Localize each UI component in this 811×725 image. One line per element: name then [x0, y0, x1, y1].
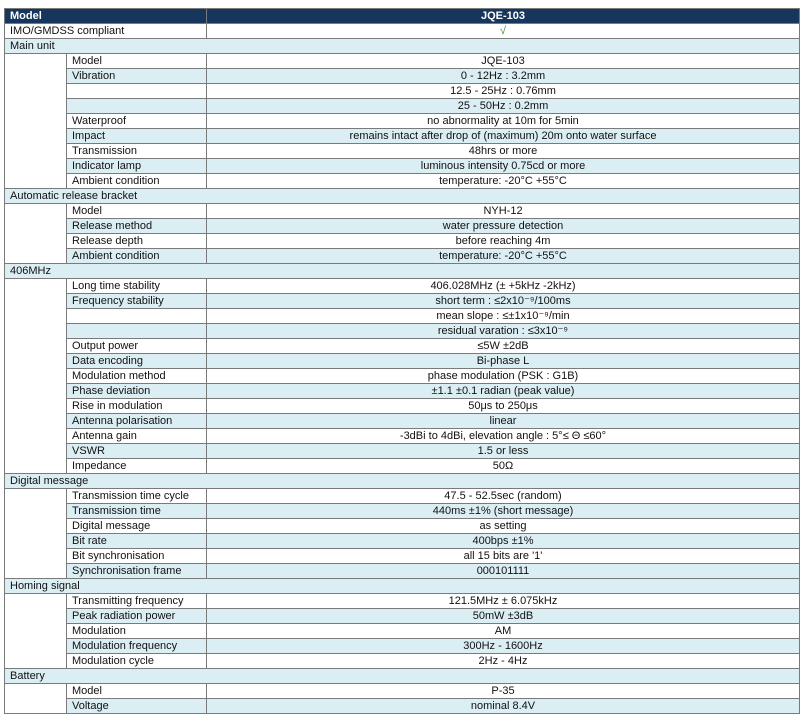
spec-value: mean slope : ≤±1x10⁻⁹/min: [207, 309, 800, 324]
spec-label: Release method: [67, 219, 207, 234]
indent-cell: [5, 444, 67, 459]
spec-value: water pressure detection: [207, 219, 800, 234]
spec-row: [5, 84, 800, 99]
spec-label: Transmission: [67, 144, 207, 159]
spec-row: [5, 279, 800, 294]
spec-value: 2Hz - 4Hz: [207, 654, 800, 669]
spec-row: [5, 594, 800, 609]
section-header: [5, 579, 800, 594]
indent-cell: [5, 549, 67, 564]
section-title: Homing signal: [5, 579, 800, 594]
spec-value: 440ms ±1% (short message): [207, 504, 800, 519]
indent-cell: [5, 249, 67, 264]
spec-label: Indicator lamp: [67, 159, 207, 174]
header-row: [5, 9, 800, 24]
spec-value: phase modulation (PSK : G1B): [207, 369, 800, 384]
spec-row: [5, 609, 800, 624]
spec-label: Peak radiation power: [67, 609, 207, 624]
indent-cell: [5, 234, 67, 249]
indent-cell: [5, 654, 67, 669]
spec-label: Long time stability: [67, 279, 207, 294]
spec-label: Bit synchronisation: [67, 549, 207, 564]
indent-cell: [5, 564, 67, 579]
spec-label: Voltage: [67, 699, 207, 714]
indent-cell: [5, 159, 67, 174]
indent-cell: [5, 279, 67, 294]
indent-cell: [5, 99, 67, 114]
spec-label: Transmission time cycle: [67, 489, 207, 504]
section-title: Digital message: [5, 474, 800, 489]
spec-row: [5, 654, 800, 669]
section-title: 406MHz: [5, 264, 800, 279]
spec-row: [5, 399, 800, 414]
spec-table: [4, 8, 800, 714]
section-header: [5, 669, 800, 684]
spec-value: 000101111: [207, 564, 800, 579]
spec-label: Output power: [67, 339, 207, 354]
header-value: JQE-103: [207, 9, 800, 24]
spec-row: [5, 204, 800, 219]
spec-row: [5, 369, 800, 384]
indent-cell: [5, 534, 67, 549]
spec-row: [5, 69, 800, 84]
spec-row: [5, 384, 800, 399]
indent-cell: [5, 624, 67, 639]
spec-value: no abnormality at 10m for 5min: [207, 114, 800, 129]
spec-label: Phase deviation: [67, 384, 207, 399]
spec-row: [5, 489, 800, 504]
section-header: [5, 474, 800, 489]
indent-cell: [5, 399, 67, 414]
spec-row: [5, 699, 800, 714]
spec-row: [5, 414, 800, 429]
spec-value: Bi-phase L: [207, 354, 800, 369]
spec-value: before reaching 4m: [207, 234, 800, 249]
spec-value: residual varation : ≤3x10⁻⁹: [207, 324, 800, 339]
spec-value: all 15 bits are '1': [207, 549, 800, 564]
spec-row: [5, 174, 800, 189]
indent-cell: [5, 324, 67, 339]
spec-row: [5, 519, 800, 534]
spec-label: Modulation method: [67, 369, 207, 384]
spec-label: [67, 84, 207, 99]
spec-label: [67, 324, 207, 339]
indent-cell: [5, 369, 67, 384]
spec-label: Antenna polarisation: [67, 414, 207, 429]
spec-row: [5, 294, 800, 309]
spec-value: 48hrs or more: [207, 144, 800, 159]
spec-label: Waterproof: [67, 114, 207, 129]
spec-value: luminous intensity 0.75cd or more: [207, 159, 800, 174]
spec-label: Model: [67, 204, 207, 219]
spec-value: temperature: -20°C +55°C: [207, 249, 800, 264]
indent-cell: [5, 129, 67, 144]
section-header: [5, 189, 800, 204]
indent-cell: [5, 294, 67, 309]
spec-label: Modulation cycle: [67, 654, 207, 669]
indent-cell: [5, 309, 67, 324]
spec-row: [5, 459, 800, 474]
spec-label: Ambient condition: [67, 174, 207, 189]
spec-value: 121.5MHz ± 6.075kHz: [207, 594, 800, 609]
spec-value: nominal 8.4V: [207, 699, 800, 714]
spec-row: [5, 54, 800, 69]
indent-cell: [5, 429, 67, 444]
checkmark-icon: √: [207, 24, 800, 39]
spec-label: [67, 309, 207, 324]
spec-value: P-35: [207, 684, 800, 699]
indent-cell: [5, 69, 67, 84]
spec-label: Modulation: [67, 624, 207, 639]
spec-row: [5, 684, 800, 699]
indent-cell: [5, 459, 67, 474]
spec-row: [5, 99, 800, 114]
indent-cell: [5, 384, 67, 399]
indent-cell: [5, 144, 67, 159]
indent-cell: [5, 174, 67, 189]
spec-value: 300Hz - 1600Hz: [207, 639, 800, 654]
indent-cell: [5, 414, 67, 429]
indent-cell: [5, 219, 67, 234]
indent-cell: [5, 339, 67, 354]
spec-row: [5, 249, 800, 264]
spec-row: [5, 129, 800, 144]
spec-row: [5, 429, 800, 444]
spec-label: Impedance: [67, 459, 207, 474]
spec-value: 50Ω: [207, 459, 800, 474]
indent-cell: [5, 489, 67, 504]
indent-cell: [5, 519, 67, 534]
spec-row: [5, 114, 800, 129]
spec-value: 0 - 12Hz : 3.2mm: [207, 69, 800, 84]
spec-label: Antenna gain: [67, 429, 207, 444]
spec-value: as setting: [207, 519, 800, 534]
compliance-label: IMO/GMDSS compliant: [5, 24, 207, 39]
spec-value: 25 - 50Hz : 0.2mm: [207, 99, 800, 114]
spec-row: [5, 504, 800, 519]
section-title: Battery: [5, 669, 800, 684]
spec-value: 47.5 - 52.5sec (random): [207, 489, 800, 504]
indent-cell: [5, 204, 67, 219]
compliance-row: [5, 24, 800, 39]
indent-cell: [5, 354, 67, 369]
spec-value: ≤5W ±2dB: [207, 339, 800, 354]
spec-value: linear: [207, 414, 800, 429]
spec-value: 50mW ±3dB: [207, 609, 800, 624]
spec-row: [5, 219, 800, 234]
section-title: Automatic release bracket: [5, 189, 800, 204]
spec-row: [5, 564, 800, 579]
spec-label: [67, 99, 207, 114]
spec-row: [5, 234, 800, 249]
spec-value: remains intact after drop of (maximum) 20m onto water surface: [207, 129, 800, 144]
spec-label: Impact: [67, 129, 207, 144]
spec-value: AM: [207, 624, 800, 639]
indent-cell: [5, 684, 67, 699]
spec-label: Model: [67, 54, 207, 69]
spec-value: 406.028MHz (± +5kHz -2kHz): [207, 279, 800, 294]
spec-label: Data encoding: [67, 354, 207, 369]
spec-label: Release depth: [67, 234, 207, 249]
spec-label: Transmission time: [67, 504, 207, 519]
spec-label: Bit rate: [67, 534, 207, 549]
indent-cell: [5, 699, 67, 714]
spec-row: [5, 639, 800, 654]
indent-cell: [5, 639, 67, 654]
spec-row: [5, 534, 800, 549]
indent-cell: [5, 84, 67, 99]
spec-value: 400bps ±1%: [207, 534, 800, 549]
indent-cell: [5, 609, 67, 624]
spec-value: 50μs to 250μs: [207, 399, 800, 414]
spec-row: [5, 444, 800, 459]
spec-label: Ambient condition: [67, 249, 207, 264]
spec-value: JQE-103: [207, 54, 800, 69]
section-title: Main unit: [5, 39, 800, 54]
spec-label: Synchronisation frame: [67, 564, 207, 579]
spec-value: ±1.1 ±0.1 radian (peak value): [207, 384, 800, 399]
spec-value: temperature: -20°C +55°C: [207, 174, 800, 189]
spec-label: Frequency stability: [67, 294, 207, 309]
spec-table-body: [5, 9, 800, 714]
section-header: [5, 264, 800, 279]
spec-row: [5, 549, 800, 564]
spec-label: VSWR: [67, 444, 207, 459]
indent-cell: [5, 504, 67, 519]
spec-value: NYH-12: [207, 204, 800, 219]
spec-row: [5, 324, 800, 339]
spec-sheet: [4, 8, 799, 714]
spec-label: Transmitting frequency: [67, 594, 207, 609]
spec-row: [5, 624, 800, 639]
spec-value: 12.5 - 25Hz : 0.76mm: [207, 84, 800, 99]
indent-cell: [5, 594, 67, 609]
spec-label: Model: [67, 684, 207, 699]
spec-label: Modulation frequency: [67, 639, 207, 654]
spec-row: [5, 159, 800, 174]
spec-value: short term : ≤2x10⁻⁹/100ms: [207, 294, 800, 309]
spec-label: Digital message: [67, 519, 207, 534]
spec-value: -3dBi to 4dBi, elevation angle : 5°≤ Θ ≤60°: [207, 429, 800, 444]
indent-cell: [5, 114, 67, 129]
spec-row: [5, 144, 800, 159]
indent-cell: [5, 54, 67, 69]
spec-label: Vibration: [67, 69, 207, 84]
spec-row: [5, 354, 800, 369]
section-header: [5, 39, 800, 54]
header-label: Model: [5, 9, 207, 24]
spec-row: [5, 339, 800, 354]
spec-value: 1.5 or less: [207, 444, 800, 459]
spec-row: [5, 309, 800, 324]
spec-label: Rise in modulation: [67, 399, 207, 414]
